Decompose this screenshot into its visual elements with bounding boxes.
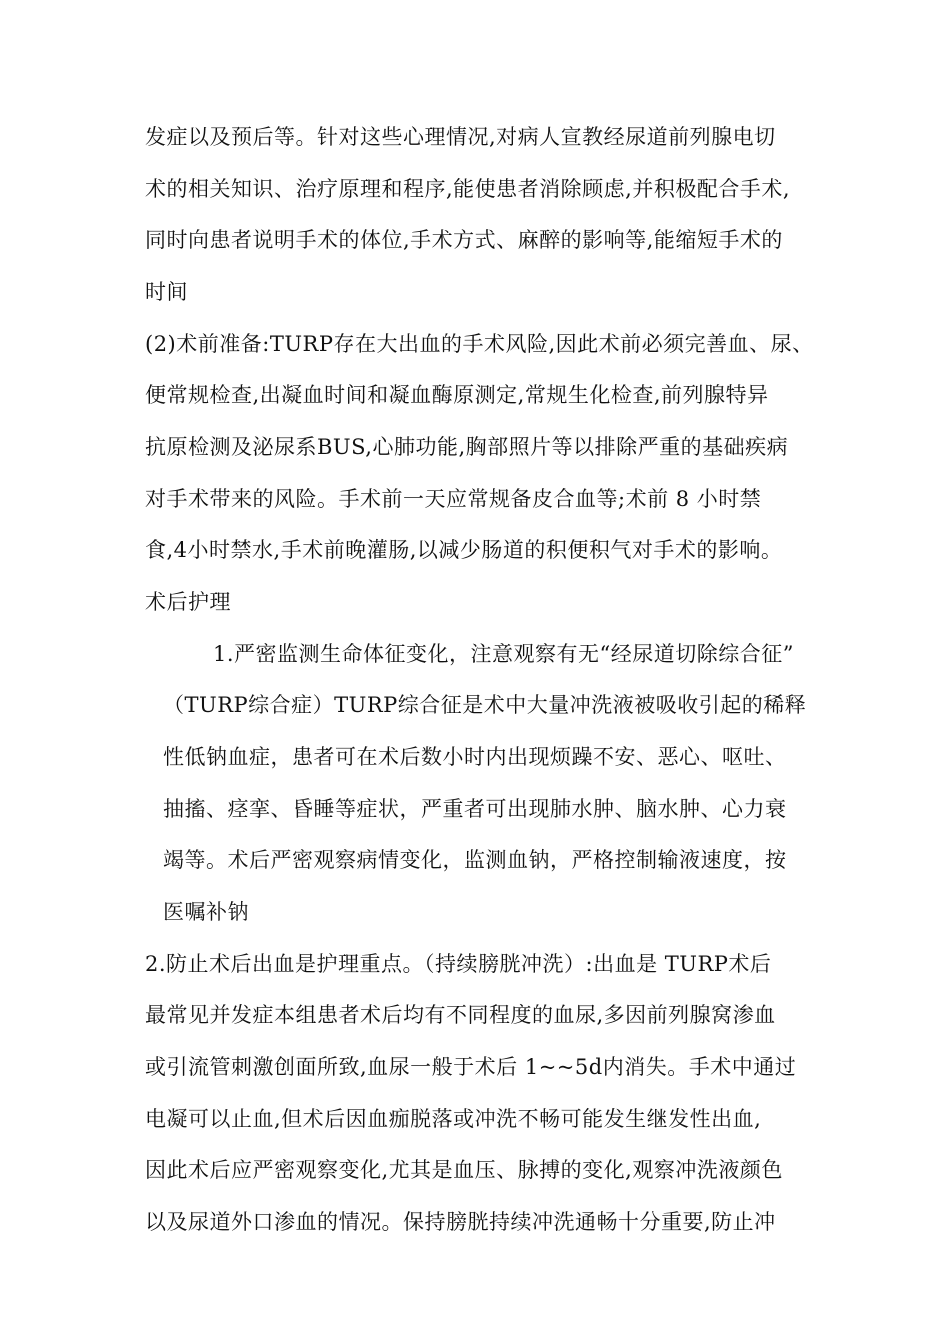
paragraph-line: 便常规检查,出凝血时间和凝血酶原测定,常规生化检查,前列腺特异 (145, 383, 769, 407)
paragraph-line: 或引流管刺激创面所致,血尿一般于术后 1~~5d内消失。手术中通过 (145, 1055, 797, 1079)
paragraph-line: 抗原检测及泌尿系BUS,心肺功能,胸部照片等以排除严重的基础疾病 (145, 435, 789, 459)
paragraph-line: （TURP综合症）TURP综合征是术中大量冲洗液被吸收引起的稀释 (163, 693, 807, 717)
paragraph-line: 发症以及预后等。针对这些心理情况,对病人宣教经尿道前列腺电切 (145, 125, 776, 149)
paragraph-line: 同时向患者说明手术的体位,手术方式、麻醉的影响等,能缩短手术的 (145, 228, 783, 252)
paragraph-line: 食,4小时禁水,手术前晚灌肠,以减少肠道的积便积气对手术的影响。 (145, 538, 783, 562)
paragraph-line: 因此术后应严密观察变化,尤其是血压、脉搏的变化,观察冲洗液颜色 (145, 1158, 783, 1182)
paragraph-line: 术的相关知识、治疗原理和程序,能使患者消除顾虑,并积极配合手术, (145, 177, 791, 201)
section-heading: 术后护理 (145, 590, 231, 614)
paragraph-line: 竭等。术后严密观察病情变化，监测血钠，严格控制输液速度，按 (163, 848, 787, 872)
paragraph-line: (2)术前准备:TURP存在大出血的手术风险,因此术前必须完善血、尿、 (145, 332, 814, 356)
paragraph-line: 电凝可以止血,但术后因血痂脱落或冲洗不畅可能发生继发性出血, (145, 1107, 762, 1131)
paragraph-line: 1.严密监测生命体征变化，注意观察有无“经尿道切除综合征” (213, 642, 795, 666)
paragraph-line: 医嘱补钠 (163, 900, 249, 924)
paragraph-line: 时间 (145, 280, 188, 304)
paragraph-line: 对手术带来的风险。手术前一天应常规备皮合血等;术前 8 小时禁 (145, 487, 762, 511)
paragraph-line: 性低钠血症，患者可在术后数小时内出现烦躁不安、恶心、呕吐、 (163, 745, 787, 769)
paragraph-line: 以及尿道外口渗血的情况。保持膀胱持续冲洗通畅十分重要,防止冲 (145, 1210, 776, 1234)
paragraph-line: 2.防止术后出血是护理重点。（持续膀胱冲洗）:出血是 TURP术后 (145, 952, 772, 976)
paragraph-line: 抽搐、痉挛、昏睡等症状，严重者可出现肺水肿、脑水肿、心力衰 (163, 797, 787, 821)
paragraph-line: 最常见并发症本组患者术后均有不同程度的血尿,多因前列腺窝渗血 (145, 1003, 776, 1027)
